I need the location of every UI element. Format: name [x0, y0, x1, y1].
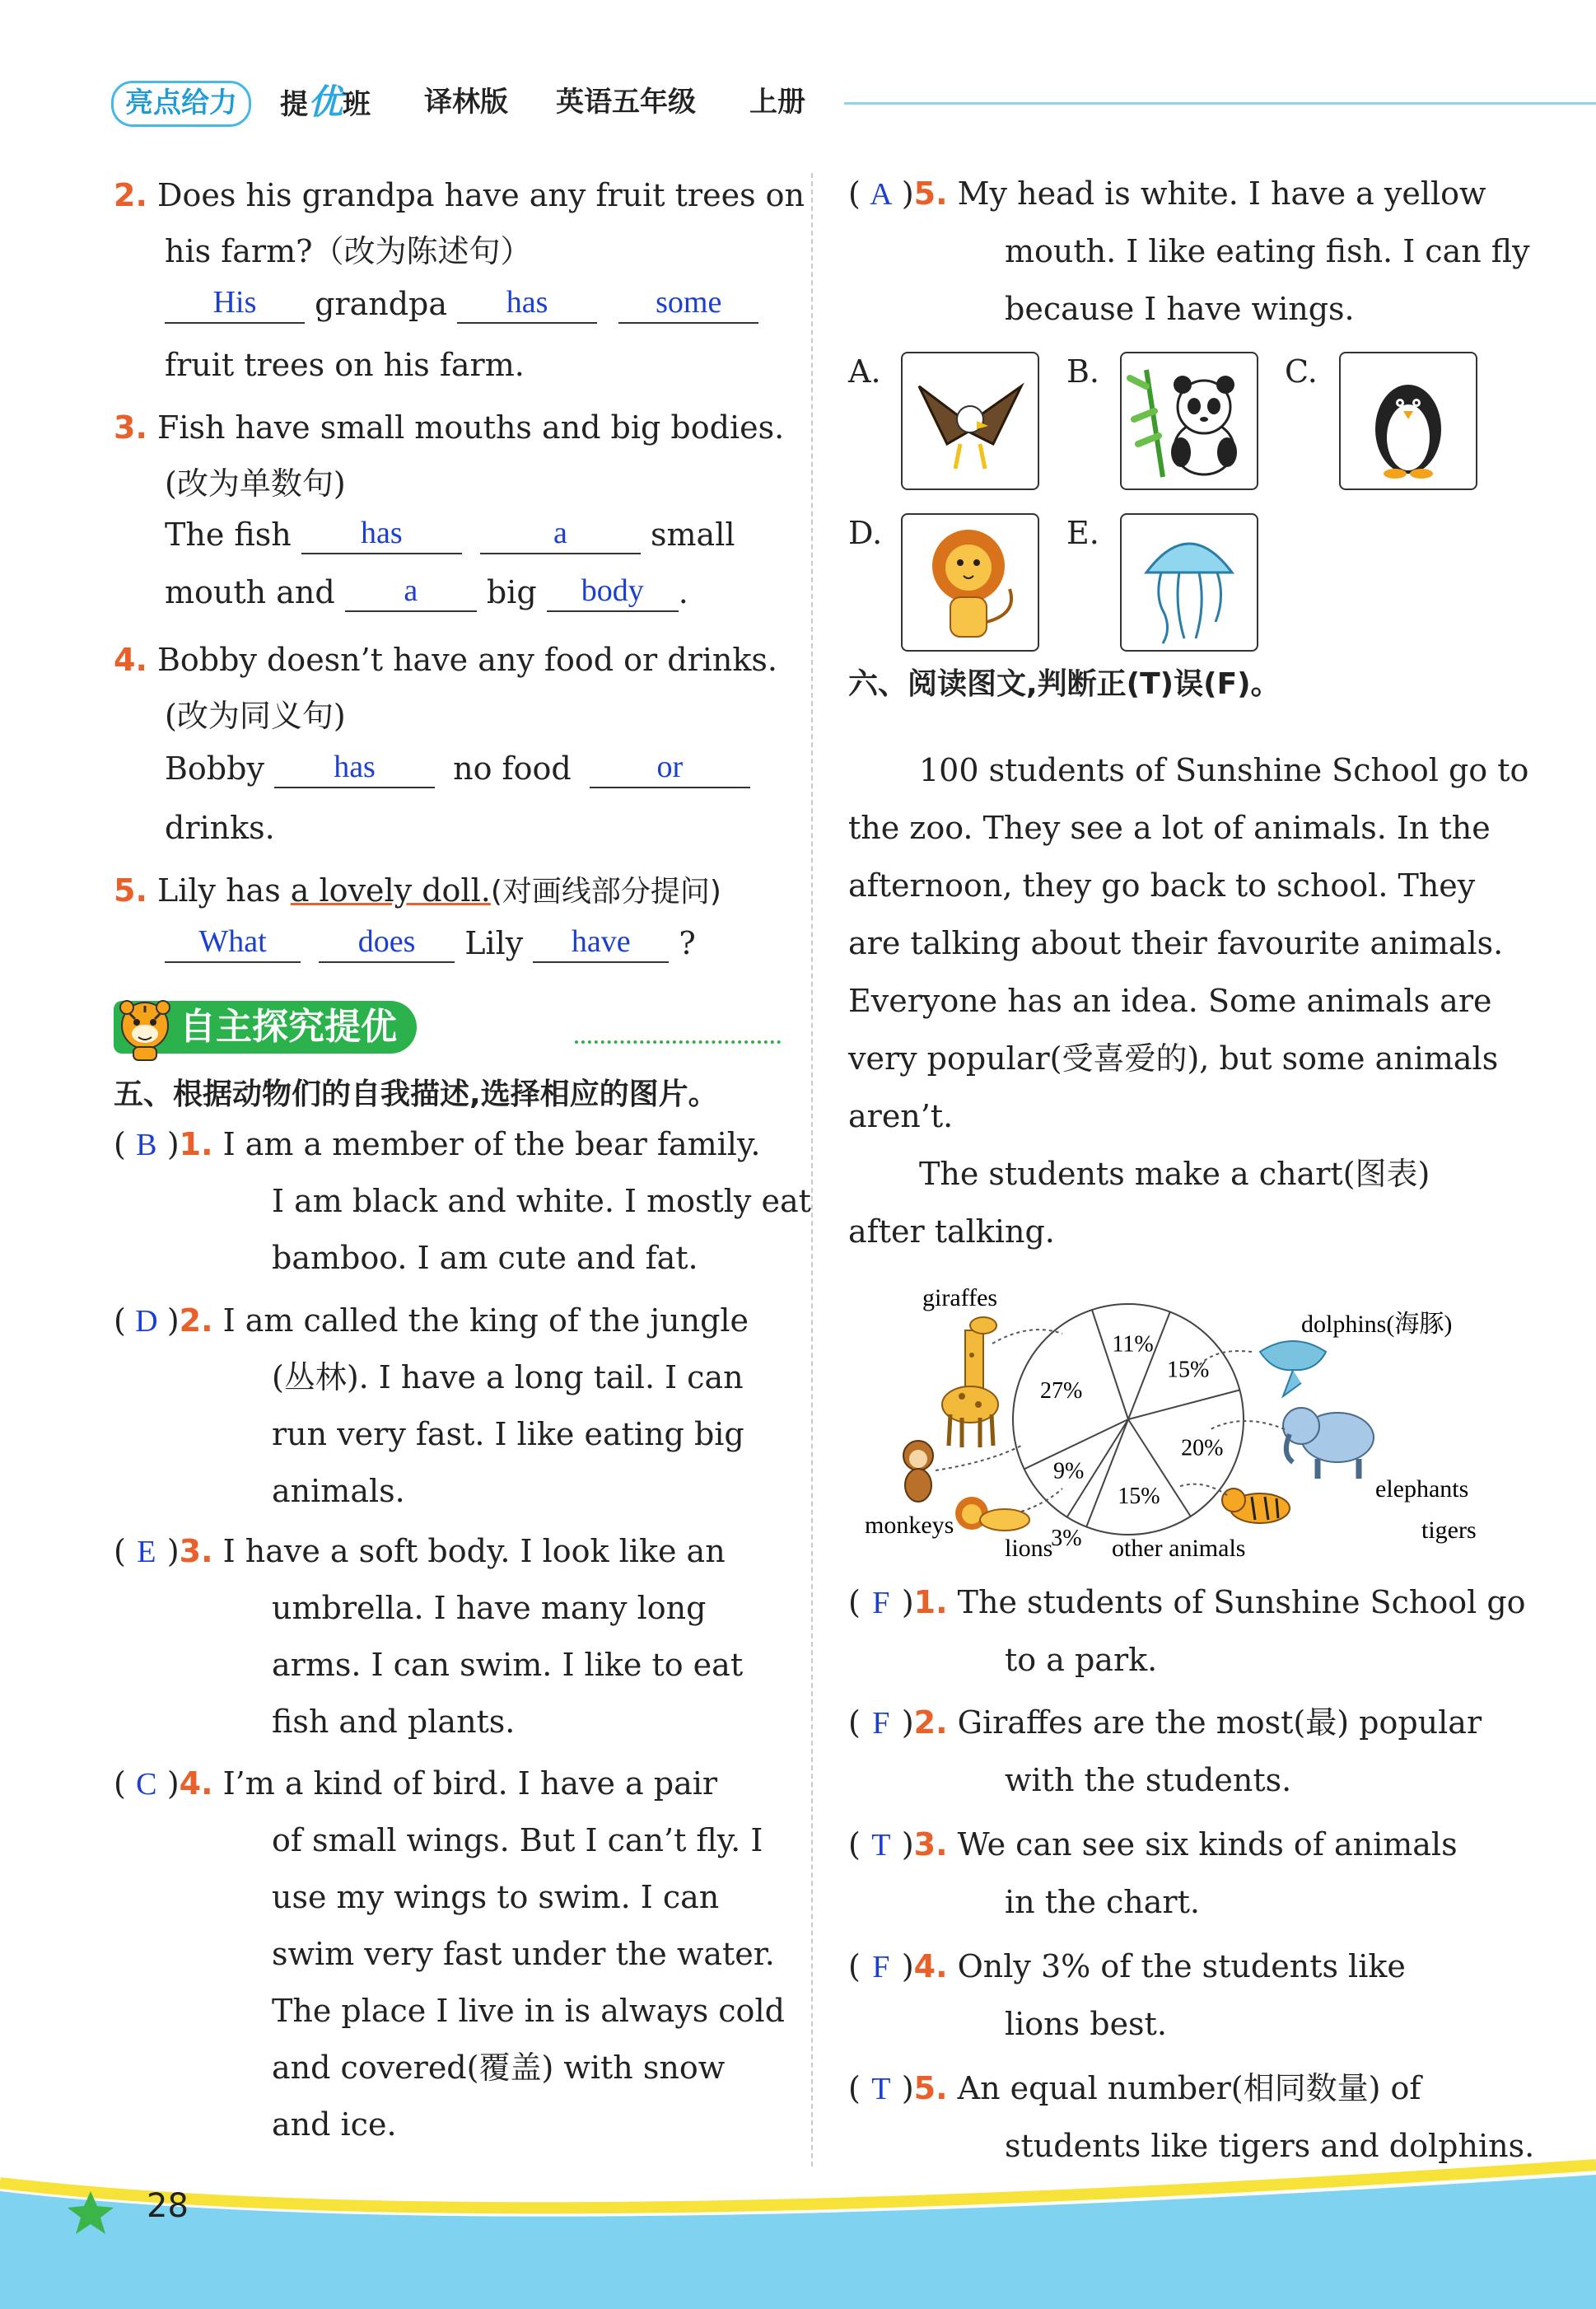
s6-text: The students of Sunshine School go [957, 1584, 1526, 1620]
q5-answer2: does [357, 924, 416, 959]
label-elephants: elephants [1375, 1475, 1469, 1503]
s6-item-line: ( F )1. The students of Sunshine School go [848, 1582, 1526, 1623]
label-tigers: tigers [1421, 1517, 1477, 1544]
passage-line: after talking. [848, 1213, 1055, 1250]
q5-underlined: a lovely doll. [290, 872, 491, 909]
title-post: 班 [343, 88, 371, 121]
pic-d[interactable] [901, 513, 1039, 652]
s6-item-line: students like tigers and dolphins. [1005, 2128, 1535, 2164]
s5-number: 1. [179, 1126, 213, 1162]
pie-percent-label: 15% [1118, 1483, 1160, 1509]
q5-blank3[interactable] [533, 924, 669, 963]
q4-pre: Bobby [165, 750, 264, 787]
q4-number: 4. [114, 642, 147, 678]
s6-number: 4. [913, 1948, 948, 1984]
section6-title: 六、阅读图文,判断正(T)误(F)。 [848, 667, 1281, 701]
q3-end: . [678, 574, 688, 610]
passage-line: very popular(受喜爱的), but some animals [848, 1040, 1499, 1077]
s6-text: Giraffes are the most(最) popular [957, 1704, 1482, 1741]
page-number: 28 [147, 2187, 189, 2225]
q3-line3 [165, 515, 735, 554]
q5-line1 [114, 871, 721, 912]
q3-answer3: a [404, 573, 418, 608]
q5-line2 [165, 923, 696, 963]
s5-item-line: The place I live in is always cold [272, 1993, 785, 2029]
q5-post: (对画线部分提问) [490, 875, 721, 909]
q5-number: 5. [114, 872, 147, 909]
lion-small-icon [955, 1497, 1029, 1531]
monkey-icon [903, 1441, 933, 1502]
eagle-icon [903, 353, 1038, 488]
s6-item-line: in the chart. [1005, 1884, 1200, 1920]
pic-b-label: B. [1066, 353, 1100, 390]
q3-text1: Fish have small mouths and big bodies. [156, 409, 785, 446]
s5-item-line: and ice. [272, 2106, 397, 2143]
q5-answer3: have [571, 924, 631, 959]
s5-item-line: arms. I can swim. I like to eat [272, 1647, 744, 1683]
s5-item-line: swim very fast under the water. [272, 1936, 775, 1972]
q4-answer2: or [656, 750, 684, 784]
q5-answer1: What [198, 924, 267, 959]
section5-title: 五、根据动物们的自我描述,选择相应的图片。 [114, 1077, 718, 1111]
s6-answer[interactable]: T [871, 1828, 891, 1863]
s5-answer[interactable]: E [137, 1535, 156, 1569]
q3-number: 3. [114, 409, 147, 446]
pic-e-label: E. [1066, 515, 1099, 551]
q2-line4: fruit trees on his farm. [165, 347, 525, 383]
s5-item-line: of small wings. But I can’t fly. I [272, 1822, 763, 1858]
q3-blank3[interactable] [345, 573, 477, 612]
pie-percent-label: 9% [1053, 1458, 1085, 1484]
brand-badge: 亮点给力 [111, 81, 251, 127]
s5-text: I am a member of the bear family. [222, 1126, 761, 1162]
s5-number: 3. [179, 1533, 213, 1569]
s6-item-line: ( T )5. An equal number(相同数量) of [848, 2068, 1421, 2109]
q2-mid: grandpa [315, 286, 448, 322]
s6-item-line: lions best. [1005, 2006, 1167, 2042]
s6-number: 5. [913, 2070, 948, 2106]
s6-answer[interactable]: F [872, 1706, 890, 1741]
s5-text: I have a soft body. I look like an [222, 1533, 726, 1569]
label-lions: lions [1005, 1535, 1053, 1562]
q3-blank2[interactable] [480, 516, 641, 554]
tiger-icon [1222, 1489, 1290, 1523]
s6-text: We can see six kinds of animals [957, 1826, 1458, 1863]
s6-number: 2. [913, 1704, 948, 1741]
s5-item-line: and covered(覆盖) with snow [272, 2050, 726, 2086]
s6-answer[interactable]: F [872, 1950, 890, 1984]
q4-blank1[interactable] [274, 750, 435, 788]
q4-text1: Bobby doesn’t have any food or drinks. [156, 642, 777, 678]
s6-item-line: to a park. [1005, 1642, 1158, 1678]
q4-blank2[interactable] [590, 750, 750, 788]
label-monkeys: monkeys [865, 1512, 954, 1539]
s6-answer[interactable]: F [872, 1586, 890, 1620]
s6-number: 3. [913, 1826, 948, 1863]
subject: 英语五年级 [556, 86, 696, 119]
s5-answer[interactable]: C [136, 1767, 157, 1802]
pic-a[interactable] [901, 352, 1039, 490]
s5-item-line: umbrella. I have many long [272, 1590, 707, 1626]
q2-blank1[interactable] [165, 285, 305, 324]
s5-item-line: ( C )4. I’m a kind of bird. I have a pair [114, 1764, 717, 1804]
q2-line2: his farm?（改为陈述句） [165, 233, 532, 269]
q3-pre: The fish [165, 516, 292, 553]
r-q5-line1: ( A )5. My head is white. I have a yellow [848, 174, 1486, 214]
label-giraffes: giraffes [922, 1284, 998, 1311]
s5-text: I’m a kind of bird. I have a pair [222, 1765, 718, 1802]
s5-item-line: run very fast. I like eating big [272, 1416, 744, 1452]
q2-blank2[interactable] [457, 285, 597, 324]
lion-icon [903, 515, 1038, 650]
q2-answer2: has [506, 285, 548, 320]
footer-wave [0, 2158, 1596, 2309]
explore-banner [114, 1001, 781, 1059]
giraffe-icon [942, 1317, 998, 1447]
s5-item-line: (丛林). I have a long tail. I can [272, 1359, 744, 1395]
label-dolphins: dolphins(海豚) [1301, 1311, 1453, 1338]
q5-mid: Lily [464, 925, 524, 961]
s6-item-line: ( F )2. Giraffes are the most(最) popular [848, 1703, 1482, 1743]
s5-item-line: use my wings to swim. I can [272, 1879, 720, 1915]
q2-answer3: some [656, 285, 722, 320]
q4-line2: (改为同义句) [165, 698, 346, 734]
passage-line: aren’t. [848, 1098, 954, 1134]
pie-percent-label: 27% [1039, 1377, 1083, 1404]
passage-line: the zoo. They see a lot of animals. In the [848, 810, 1491, 846]
q2-line3 [165, 284, 758, 324]
s5-item-line: animals. [272, 1473, 405, 1509]
q3-post: small [651, 516, 735, 553]
pic-d-label: D. [848, 515, 883, 551]
q4-line4: drinks. [165, 810, 275, 846]
q3-blank4[interactable] [547, 573, 679, 612]
passage-line: afternoon, they go back to school. They [848, 867, 1476, 904]
passage-line: 100 students of Sunshine School go to [919, 752, 1529, 788]
q3-mid: big [486, 574, 537, 610]
r-q5-text3: because I have wings. [1005, 291, 1355, 327]
r-q5-text2: mouth. I like eating fish. I can fly [1005, 233, 1530, 269]
monkey-leader [936, 1446, 1021, 1470]
q5-blank1[interactable] [165, 924, 301, 963]
r-q5-answer[interactable]: A [870, 177, 893, 212]
q3-pre2: mouth and [165, 574, 335, 610]
pie-percent-label: 3% [1051, 1525, 1082, 1551]
pic-a-label: A. [848, 353, 881, 390]
r-q5-number: 5. [913, 175, 948, 212]
q3-answer2: a [553, 516, 567, 550]
q4-line3 [165, 749, 750, 788]
s5-number: 4. [179, 1765, 213, 1802]
q3-answer1: has [360, 516, 403, 550]
s5-item-line: ( B )1. I am a member of the bear family. [114, 1124, 760, 1165]
title-pre: 提 [280, 88, 308, 121]
q2-answer1: His [212, 285, 257, 320]
s5-item-line: I am black and white. I mostly eat [272, 1183, 811, 1219]
passage-line: Everyone has an idea. Some animals are [848, 983, 1492, 1019]
q2-text1: Does his grandpa have any fruit trees on [156, 177, 805, 213]
q3-line4 [165, 573, 688, 612]
volume: 上册 [749, 86, 805, 119]
r-q5-text1: My head is white. I have a yellow [957, 175, 1486, 212]
explore-banner-label: 自主探究提优 [114, 1001, 417, 1054]
pic-c[interactable] [1339, 352, 1477, 490]
label-other-animals: other animals [1112, 1535, 1246, 1562]
s5-number: 2. [179, 1302, 213, 1339]
dolphin-icon [1260, 1341, 1326, 1396]
s6-item-line: with the students. [1005, 1762, 1292, 1798]
passage-line: The students make a chart(图表) [919, 1156, 1430, 1192]
s6-item-line: ( F )4. Only 3% of the students like [848, 1947, 1406, 1987]
s6-answer[interactable]: T [871, 2072, 891, 2106]
title-you: 优 [308, 82, 343, 122]
q3-blank1[interactable] [301, 516, 462, 554]
s6-number: 1. [913, 1584, 948, 1620]
q2-line1 [114, 175, 805, 215]
s5-item-line: fish and plants. [272, 1704, 516, 1740]
q5-end: ? [679, 925, 696, 961]
q4-mid: no food [453, 750, 572, 787]
s6-text: An equal number(相同数量) of [957, 2070, 1421, 2106]
q5-pre: Lily has [156, 872, 281, 909]
book-title [280, 82, 371, 124]
s5-item-line: ( D )2. I am called the king of the jungle [114, 1301, 749, 1341]
passage-line: are talking about their favourite animals. [848, 925, 1504, 961]
q2-blank3[interactable] [618, 285, 758, 324]
s5-item-line: ( E )3. I have a soft body. I look like an [114, 1531, 726, 1572]
tiger-mascot-icon [114, 996, 176, 1062]
page-header [111, 76, 1519, 130]
q5-blank2[interactable] [319, 924, 455, 963]
column-divider [811, 173, 813, 2166]
header-rule [844, 102, 1596, 105]
elephant-icon [1283, 1408, 1374, 1479]
favourite-animals-chart [865, 1273, 1515, 1767]
q3-answer4: body [581, 573, 644, 608]
s6-item-line: ( T )3. We can see six kinds of animals [848, 1825, 1458, 1865]
s6-text: Only 3% of the students like [957, 1948, 1406, 1984]
edition: 译林版 [424, 86, 508, 119]
s5-answer[interactable]: D [135, 1304, 158, 1339]
penguin-icon [1341, 353, 1476, 488]
pie-percent-label: 15% [1166, 1357, 1210, 1383]
jellyfish-icon [1122, 515, 1257, 650]
s5-item-line: bamboo. I am cute and fat. [272, 1240, 698, 1276]
pie-percent-label: 20% [1181, 1435, 1224, 1461]
q2-number: 2. [114, 177, 147, 213]
pic-c-label: C. [1285, 353, 1318, 390]
pic-e[interactable] [1120, 513, 1258, 652]
q4-answer1: has [334, 750, 376, 784]
pie-percent-label: 11% [1112, 1331, 1154, 1358]
q4-line1 [114, 640, 777, 680]
q3-line1 [114, 408, 784, 447]
banner-dots [575, 1040, 781, 1044]
s5-text: I am called the king of the jungle [222, 1302, 749, 1339]
q3-line2: (改为单数句) [165, 465, 346, 502]
pic-b[interactable] [1120, 352, 1258, 490]
s5-answer[interactable]: B [136, 1128, 157, 1162]
panda-icon [1122, 353, 1257, 488]
